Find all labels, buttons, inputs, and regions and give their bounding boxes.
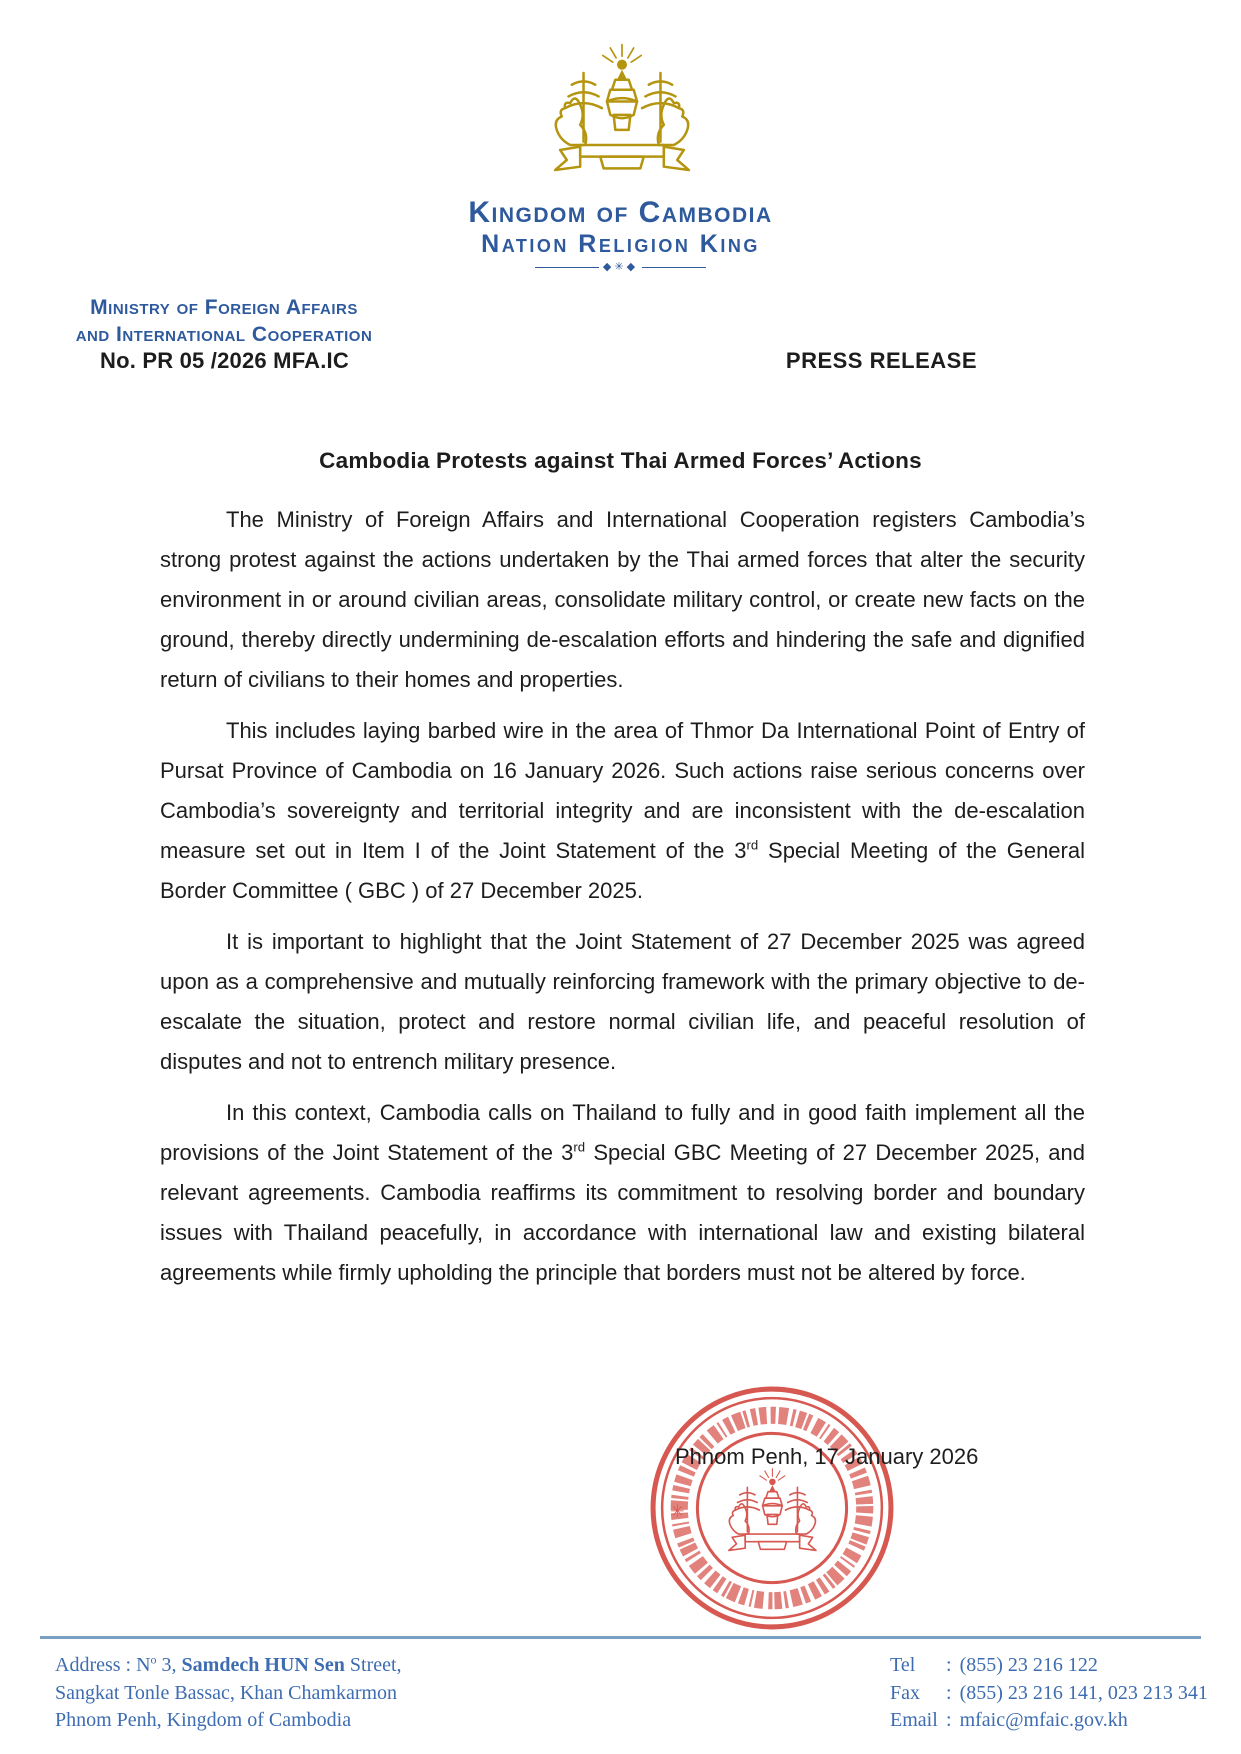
body-paragraph-2: This includes laying barbed wire in the area of Thmor Da International Point of Entry of Pursat Province of Cambodia on 16 January 2026. Such actions raise serious concerns over Cambodia’s sovereignty and territorial integrity and are inconsistent with the de-escalation measure set out in Item I of the Joint Statement of the 3rd Special Meeting of the General Border Committee ( GBC ) of 27 December 2025. bbox=[160, 718, 1085, 903]
ministry-name-line1: Ministry of Foreign Affairs bbox=[90, 296, 358, 319]
address-line-1: Address : $N^o$ 3, Samdech HUN Sen Street, bbox=[55, 1652, 402, 1676]
national-motto: Nation Religion King bbox=[481, 230, 760, 258]
footer-divider bbox=[40, 1636, 1201, 1639]
ministry-red-seal bbox=[646, 1382, 898, 1634]
body-paragraph-4: In this context, Cambodia calls on Thailand to fully and in good faith implement all the provisions of the Joint Statement of the 3rd Special GBC Meeting of 27 December 2025, and relevant agreements. Cambodia reaffirms its commitment to resolving border and boundary issues with Thailand peacefully, in accordance with international law and existing bilateral agreements while firmly upholding the principle that borders must not be altered by force. bbox=[160, 1100, 1085, 1285]
fax-label: Fax bbox=[890, 1681, 920, 1704]
tel-label: Tel bbox=[890, 1654, 916, 1676]
royal-arms-emblem bbox=[530, 40, 714, 188]
ministry-name-line2: and International Cooperation bbox=[75, 323, 373, 346]
ornament-line-right bbox=[642, 267, 706, 268]
ornament-line-left bbox=[535, 267, 599, 268]
ministry-name bbox=[28, 294, 420, 348]
footer-address bbox=[55, 1652, 402, 1735]
email-label: Email bbox=[890, 1709, 938, 1731]
document-title: Cambodia Protests against Thai Armed Forces’ Actions bbox=[319, 448, 922, 473]
kingdom-title: Kingdom of Cambodia bbox=[468, 196, 773, 229]
email-value: mfaic@mfaic.gov.kh bbox=[959, 1709, 1128, 1731]
address-line-2: Sangkat Tonle Bassac, Khan Chamkarmon bbox=[55, 1681, 398, 1704]
contact-email-row: Email : mfaic@mfaic.gov.kh bbox=[890, 1707, 1208, 1735]
press-release-label: PRESS RELEASE bbox=[785, 348, 977, 373]
fax-value: (855) 23 216 141, 023 213 341 bbox=[959, 1681, 1208, 1704]
reference-number: No. PR 05 /2026 MFA.IC bbox=[100, 348, 349, 373]
body-paragraph-3: It is important to highlight that the Joint Statement of 27 December 2025 was agreed upon as a comprehensive and mutually reinforcing framework with the primary objective to de-escalate the situation, protect and restore normal civilian life, and peaceful resolution of disputes and not to entrench military presence. bbox=[160, 929, 1085, 1074]
contact-fax-row: Fax : (855) 23 216 141, 023 213 341 bbox=[890, 1680, 1208, 1708]
document-body bbox=[160, 500, 1085, 1304]
ornament-glyphs: ◆✳◆ bbox=[602, 261, 639, 273]
contact-tel-row: Tel : (855) 23 216 122 bbox=[890, 1652, 1208, 1680]
seal-star-glyph: ✳ bbox=[670, 1501, 685, 1522]
address-line-3: Phnom Penh, Kingdom of Cambodia bbox=[55, 1709, 352, 1731]
footer-contact bbox=[890, 1652, 1208, 1735]
tel-value: (855) 23 216 122 bbox=[959, 1654, 1098, 1676]
ornament-divider bbox=[0, 258, 1241, 276]
signoff-place-date: Phnom Penh, 17 January 2026 bbox=[675, 1444, 979, 1469]
body-paragraph-1: The Ministry of Foreign Affairs and International Cooperation registers Cambodia’s strong protest against the actions undertaken by the Thai armed forces that alter the security environment in or around civilian areas, consolidate military control, or create new facts on the ground, thereby directly undermining de-escalation efforts and hindering the safe and dignified return of civilians to their homes and properties. bbox=[160, 507, 1085, 692]
